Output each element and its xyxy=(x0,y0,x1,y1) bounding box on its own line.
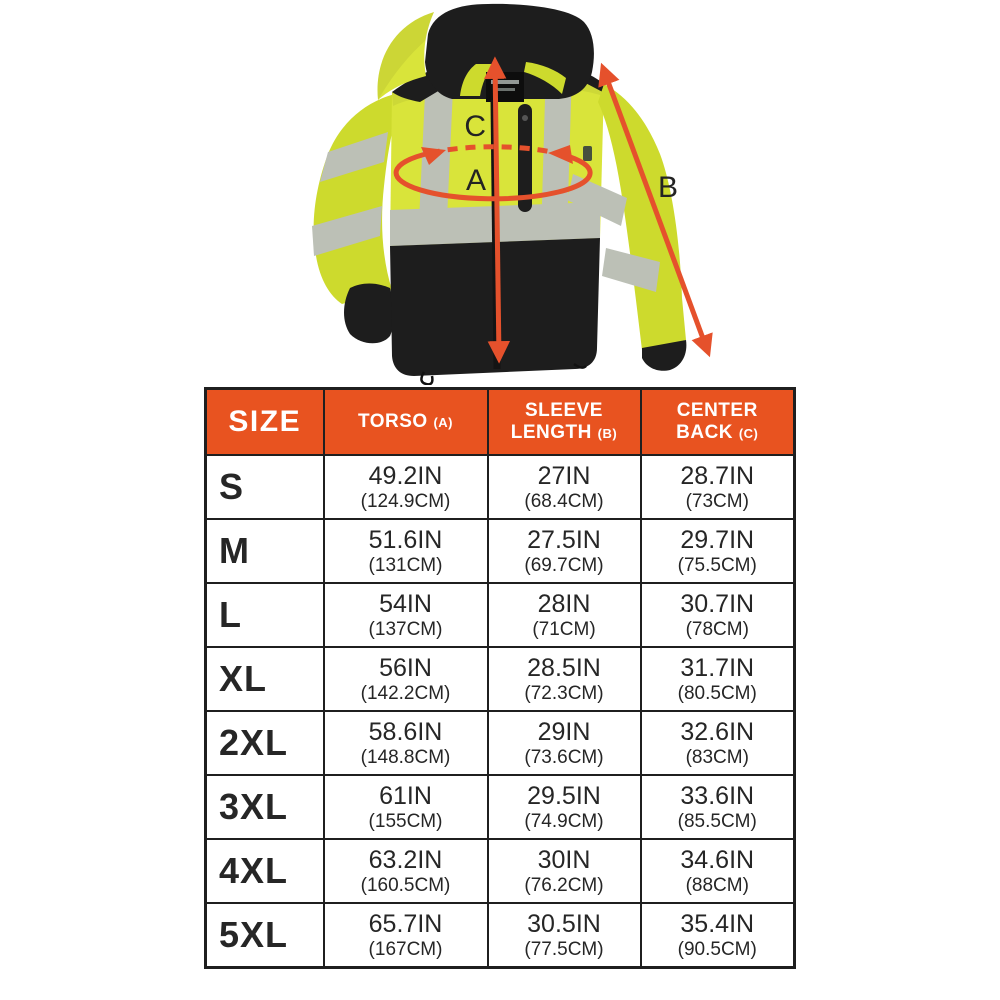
size-cell: XL xyxy=(206,647,324,711)
size-table xyxy=(204,387,796,969)
col-header-size: SIZE xyxy=(206,389,324,456)
col-header-center-back xyxy=(641,389,795,456)
value-in: 33.6IN xyxy=(680,781,755,810)
size-cell: 5XL xyxy=(206,903,324,968)
torso-cell xyxy=(324,519,488,583)
value-cm: (142.2CM) xyxy=(360,682,451,704)
size-cell: M xyxy=(206,519,324,583)
value-in: 30IN xyxy=(537,845,591,874)
value-in: 32.6IN xyxy=(680,717,755,746)
brand-tag xyxy=(486,72,524,102)
value-in: 29.7IN xyxy=(680,525,755,554)
table-row xyxy=(206,583,795,647)
value-in: 31.7IN xyxy=(680,653,755,682)
col-header-torso xyxy=(324,389,488,456)
sleeve-cell xyxy=(488,711,641,775)
value-in: 29IN xyxy=(537,717,591,746)
back-cell xyxy=(641,583,795,647)
sleeve-cell xyxy=(488,903,641,968)
col-label: LENGTH xyxy=(510,422,592,443)
size-cell: S xyxy=(206,455,324,519)
sleeve-cell xyxy=(488,647,641,711)
back-cell xyxy=(641,647,795,711)
col-ref: (C) xyxy=(738,426,759,441)
back-cell xyxy=(641,839,795,903)
sleeve-cell xyxy=(488,775,641,839)
value-cm: (131CM) xyxy=(368,554,443,576)
value-in: 28.7IN xyxy=(680,461,755,490)
value-cm: (75.5CM) xyxy=(677,554,757,576)
label-a: A xyxy=(465,164,487,197)
size-cell: 3XL xyxy=(206,775,324,839)
value-in: 51.6IN xyxy=(368,525,443,554)
back-cell xyxy=(641,775,795,839)
col-label: TORSO xyxy=(357,410,428,432)
value-cm: (83CM) xyxy=(685,746,749,768)
value-cm: (68.4CM) xyxy=(524,490,604,512)
value-in: 56IN xyxy=(379,653,432,682)
value-in: 65.7IN xyxy=(368,909,443,938)
left-cuff xyxy=(344,284,394,344)
value-in: 27.5IN xyxy=(527,525,601,554)
value-in: 29.5IN xyxy=(527,781,601,810)
value-in: 34.6IN xyxy=(680,845,755,874)
value-cm: (88CM) xyxy=(685,874,749,896)
header-row xyxy=(206,389,795,456)
value-cm: (73CM) xyxy=(685,490,749,512)
value-cm: (78CM) xyxy=(685,618,749,640)
col-label: SLEEVE xyxy=(525,399,603,421)
value-in: 30.5IN xyxy=(527,909,601,938)
size-table-body xyxy=(206,455,795,968)
value-in: 28.5IN xyxy=(527,653,601,682)
sleeve-cell xyxy=(488,455,641,519)
value-cm: (73.6CM) xyxy=(524,746,604,768)
size-table-header xyxy=(206,389,795,456)
value-in: 61IN xyxy=(379,781,432,810)
col-ref: (B) xyxy=(597,426,618,441)
table-row xyxy=(206,519,795,583)
value-cm: (167CM) xyxy=(368,938,443,960)
sleeve-cell xyxy=(488,839,641,903)
value-cm: (137CM) xyxy=(368,618,443,640)
value-cm: (155CM) xyxy=(368,810,443,832)
col-label: BACK xyxy=(676,422,734,443)
value-in: 58.6IN xyxy=(368,717,443,746)
size-cell: 2XL xyxy=(206,711,324,775)
value-cm: (90.5CM) xyxy=(677,938,757,960)
value-in: 28IN xyxy=(537,589,591,618)
value-cm: (124.9CM) xyxy=(360,490,451,512)
back-cell xyxy=(641,711,795,775)
size-cell: L xyxy=(206,583,324,647)
value-in: 30.7IN xyxy=(680,589,755,618)
value-cm: (74.9CM) xyxy=(524,810,604,832)
table-row xyxy=(206,647,795,711)
torso-cell xyxy=(324,775,488,839)
jacket-diagram xyxy=(280,0,730,385)
value-cm: (69.7CM) xyxy=(524,554,604,576)
value-cm: (148.8CM) xyxy=(360,746,451,768)
value-in: 27IN xyxy=(537,461,591,490)
value-cm: (77.5CM) xyxy=(524,938,604,960)
jacket-torso xyxy=(390,62,614,376)
value-cm: (76.2CM) xyxy=(524,874,604,896)
torso-cell xyxy=(324,711,488,775)
label-c: C xyxy=(464,110,486,143)
col-label: CENTER xyxy=(676,399,758,421)
value-cm: (72.3CM) xyxy=(524,682,604,704)
col-header-sleeve-length xyxy=(488,389,641,456)
table-row xyxy=(206,775,795,839)
sleeve-cell xyxy=(488,583,641,647)
value-cm: (80.5CM) xyxy=(677,682,757,704)
jacket-illustration xyxy=(280,0,730,385)
col-ref: (A) xyxy=(433,414,454,430)
table-row xyxy=(206,711,795,775)
table-row xyxy=(206,455,795,519)
value-cm: (85.5CM) xyxy=(677,810,757,832)
value-cm: (160.5CM) xyxy=(360,874,451,896)
torso-cell xyxy=(324,903,488,968)
torso-cell xyxy=(324,839,488,903)
value-in: 54IN xyxy=(379,589,432,618)
back-cell xyxy=(641,903,795,968)
table-row xyxy=(206,903,795,968)
table-row xyxy=(206,839,795,903)
sleeve-cell xyxy=(488,519,641,583)
torso-cell xyxy=(324,583,488,647)
value-cm: (71CM) xyxy=(532,618,596,640)
value-in: 35.4IN xyxy=(680,909,755,938)
chest-logo xyxy=(583,146,592,161)
torso-cell xyxy=(324,647,488,711)
size-cell: 4XL xyxy=(206,839,324,903)
torso-cell xyxy=(324,455,488,519)
value-in: 49.2IN xyxy=(368,461,443,490)
back-cell xyxy=(641,455,795,519)
back-cell xyxy=(641,519,795,583)
label-b: B xyxy=(658,171,679,204)
value-in: 63.2IN xyxy=(368,845,443,874)
